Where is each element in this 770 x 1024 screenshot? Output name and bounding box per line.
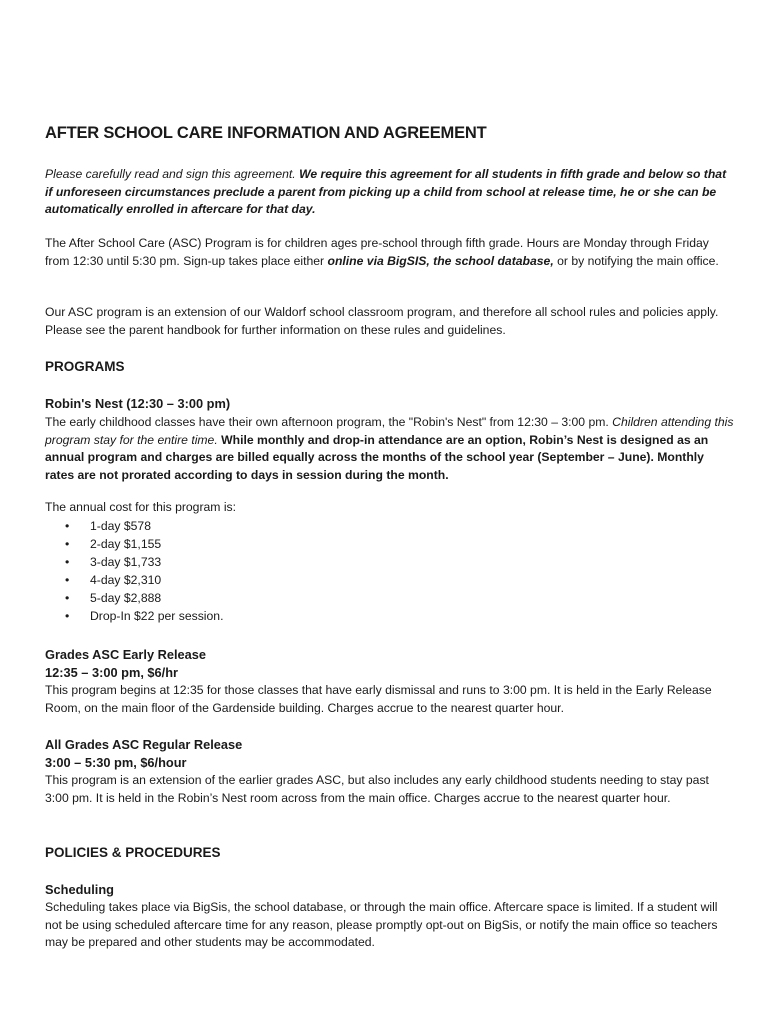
intro-italic: Please carefully read and sign this agreement.	[45, 167, 296, 181]
regular-release-paragraph: This program is an extension of the earlier grades ASC, but also includes any early childhood students needing to stay past 3:00 pm. It is held in the Robin’s Nest room across from the main office. Charges accrue to the nearest quarter hour.	[45, 773, 709, 805]
list-item: • 1-day $578	[45, 517, 223, 535]
annual-cost-label: The annual cost for this program is:	[45, 500, 237, 514]
bullet-icon: •	[65, 609, 70, 624]
robins-nest-paragraph	[45, 414, 735, 484]
intro-bold: We require this agreement for all students in fifth grade and below so that if unforeseen circumstances preclude a parent from picking up a child from school at release time, he or she can be automatically enrolled in aftercare for that day.	[45, 167, 727, 216]
bullet-icon: •	[65, 555, 70, 570]
rules-paragraph: Our ASC program is an extension of our Waldorf school classroom program, and therefore all school rules and policies apply. Please see the parent handbook for further information on these rules and guidelines.	[45, 305, 719, 337]
list-item: • 5-day $2,888	[45, 589, 223, 607]
bullet-icon: •	[65, 591, 70, 606]
regular-release-time: 3:00 – 5:30 pm, $6/hour	[45, 755, 187, 770]
early-release-time: 12:35 – 3:00 pm, $6/hr	[45, 665, 179, 680]
list-item: • 3-day $1,733	[45, 553, 223, 571]
robins-nest-heading: Robin's Nest (12:30 – 3:00 pm)	[45, 396, 231, 411]
robins-text-b: Children attending this program stay for the entire time.	[45, 415, 734, 447]
robins-text-c: While monthly and drop-in attendance are an option, Robin’s Nest is designed as an annual program and charges are billed equally across the months of the school year (September – June). Monthly rates are not prorated according to days in session during the month.	[45, 432, 709, 482]
overview-text-c: or by notifying the main office.	[557, 253, 719, 268]
policies-heading: POLICIES & PROCEDURES	[45, 845, 221, 860]
list-item: • 4-day $2,310	[45, 571, 223, 589]
early-release-paragraph: This program begins at 12:35 for those classes that have early dismissal and runs to 3:00 pm. It is held in the Early Release Room, on the main floor of the Gardenside building. Charges accrue to the nearest quarter hour.	[45, 683, 712, 715]
robins-text-a: The early childhood classes have their own afternoon program, the "Robin's Nest" from 12:30 – 3:00 pm.	[45, 415, 609, 429]
programs-heading: PROGRAMS	[45, 359, 125, 374]
regular-release-heading: All Grades ASC Regular Release	[45, 737, 243, 752]
early-release-heading: Grades ASC Early Release	[45, 647, 206, 662]
list-item: • Drop-In $22 per session.	[45, 607, 223, 625]
scheduling-heading: Scheduling	[45, 882, 114, 897]
bullet-icon: •	[65, 537, 70, 552]
overview-text-a: The After School Care (ASC) Program is for children ages pre-school through fifth grade. Hours are Monday through Friday from 12:30 until 5:30 pm. Sign-up takes place either	[45, 236, 709, 268]
scheduling-paragraph: Scheduling takes place via BigSis, the school database, or through the main office. Aftercare space is limited. If a student will not be using scheduled aftercare time for any reason, please promptly opt-out on BigSis, or notify the main office so teachers may be prepared and other students may be accommodated.	[45, 900, 718, 949]
program-overview-paragraph	[45, 235, 735, 270]
bullet-icon: •	[65, 519, 70, 533]
overview-bigsis-text: online via BigSIS, the school database,	[327, 253, 554, 268]
intro-paragraph	[45, 166, 735, 219]
page-title: AFTER SCHOOL CARE INFORMATION AND AGREEMENT	[45, 124, 487, 142]
annual-cost-list	[45, 517, 223, 626]
list-item: • 2-day $1,155	[45, 535, 223, 553]
bullet-icon: •	[65, 573, 70, 588]
